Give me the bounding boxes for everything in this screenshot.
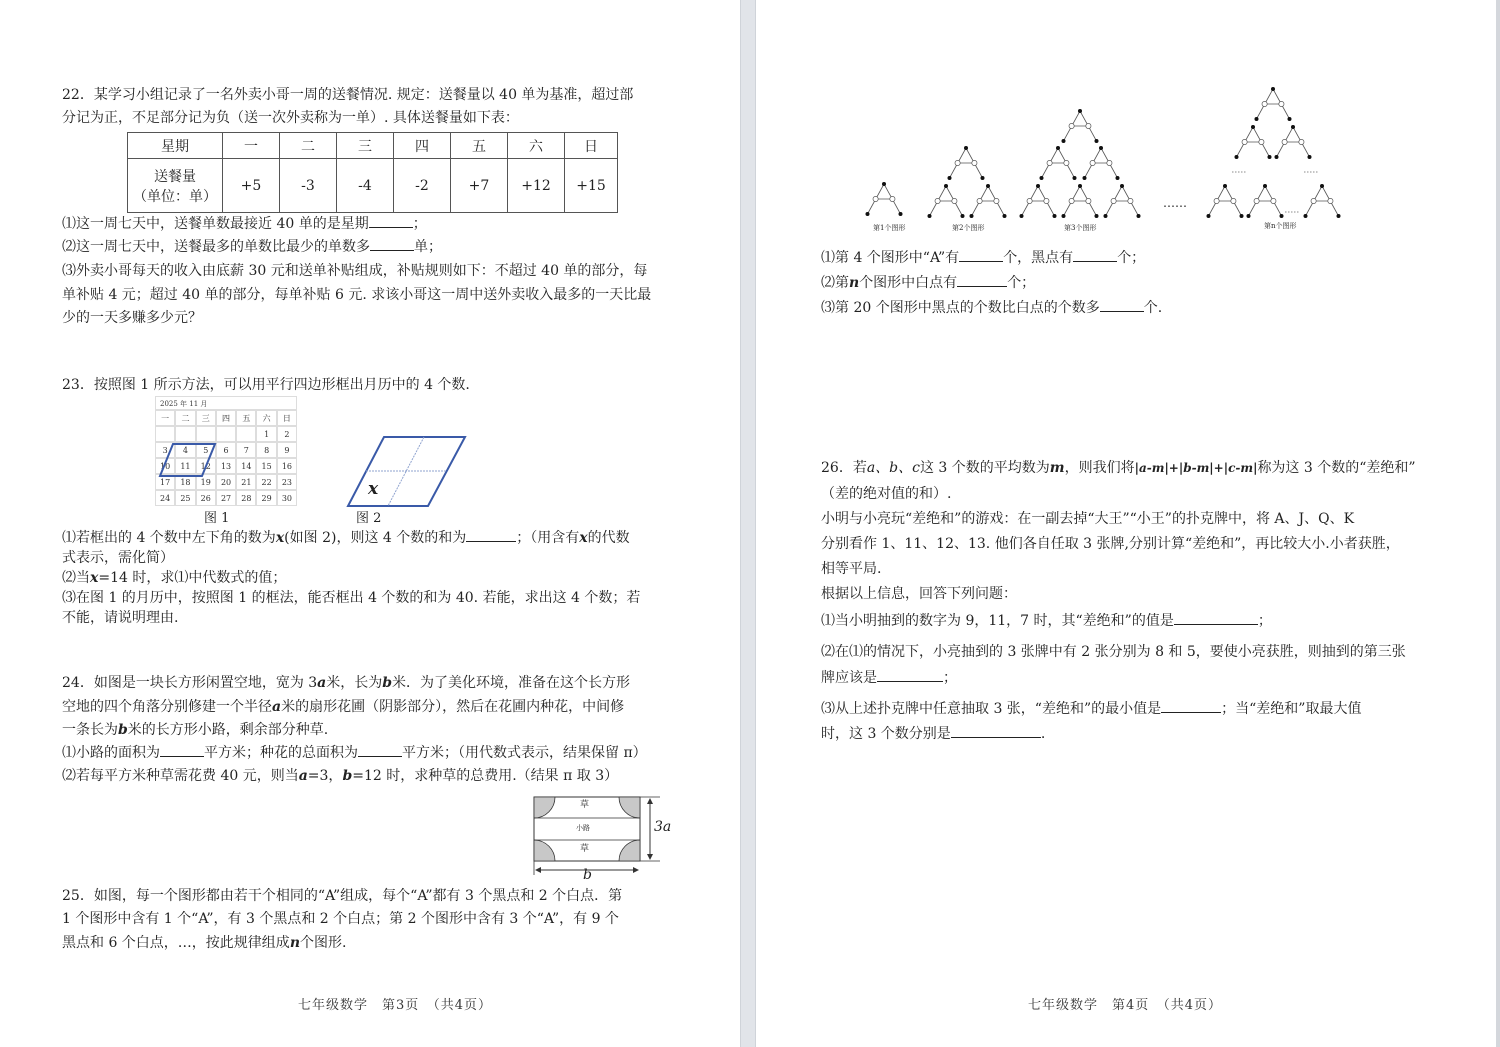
calendar-day: 15 xyxy=(256,458,276,474)
answer-blank[interactable] xyxy=(160,742,204,757)
figure-label-3: 第3个图形 xyxy=(1064,224,1097,232)
calendar-day: 19 xyxy=(196,474,216,490)
q23-sub1-text-c: ；（用含有 xyxy=(516,530,580,546)
var-n: n xyxy=(849,275,860,291)
day-5: 五 xyxy=(451,133,508,159)
delivery-table xyxy=(127,132,618,213)
var-a: a xyxy=(298,768,308,784)
q24-line1-b: 米，长为 xyxy=(326,675,383,691)
q26-line1 xyxy=(821,457,1416,481)
calendar-day: 23 xyxy=(277,474,297,490)
q25-line3-a: 黑点和 6 个白点，…，按此规律组成 xyxy=(62,935,290,951)
calendar-day: 18 xyxy=(175,474,195,490)
var-b: b xyxy=(118,722,128,738)
q25-sub2-a: ⑵第 xyxy=(821,275,849,291)
answer-blank[interactable] xyxy=(369,213,413,228)
q25-sub1-b: 个，黑点有 xyxy=(1003,250,1074,266)
calendar-day: 5 xyxy=(196,442,216,458)
calendar-day: 28 xyxy=(236,490,256,506)
row-label xyxy=(128,159,223,213)
page-gutter xyxy=(740,0,756,1047)
var-b: b xyxy=(342,768,353,784)
q26-line1-a: 26．若 xyxy=(821,460,867,476)
garden-label-bottom: 草 xyxy=(580,844,590,854)
calendar-day: 14 xyxy=(236,458,256,474)
day-3: 三 xyxy=(337,133,394,159)
var-x: x xyxy=(579,530,588,546)
q26-line6: 根据以上信息，回答下列问题： xyxy=(821,586,1017,602)
answer-blank[interactable] xyxy=(358,742,402,757)
calendar-day: 9 xyxy=(277,442,297,458)
exam-page-4 xyxy=(756,0,1496,1047)
calendar-day: 10 xyxy=(155,458,175,474)
q24-sub2-a: ⑵若每平方米种草需花费 40 元，则当 xyxy=(62,768,299,784)
calendar-day: 21 xyxy=(236,474,256,490)
garden-figure xyxy=(532,795,682,885)
q23-sub3-line1: ⑶在图 1 的月历中，按照图 1 的框法，能否框出 4 个数的和为 40. 若能，求出这 4 个数；若 xyxy=(62,590,641,606)
answer-blank[interactable] xyxy=(1161,698,1221,713)
calendar-weekday: 四 xyxy=(216,410,236,426)
q23-sub1-text-a: ⑴若框出的 4 个数中左下角的数为 xyxy=(62,530,276,546)
var-x: x xyxy=(275,530,285,546)
q25-line1: 25．如图，每一个图形都由若干个相同的“A”组成，每个“A”都有 3 个黑点和 2 个白点．第 xyxy=(62,888,623,904)
var-m: m xyxy=(1049,460,1065,476)
q24-line2-a: 空地的四个角落分别修建一个半径 xyxy=(62,699,272,715)
q24-sub2 xyxy=(62,765,618,789)
var-n: n xyxy=(289,935,300,951)
calendar-day: 29 xyxy=(256,490,276,506)
day-6: 六 xyxy=(508,133,565,159)
q25-sub3-a: ⑶第 20 个图形中黑点的个数比白点的个数多 xyxy=(821,300,1100,316)
q25-sub1 xyxy=(821,247,1145,271)
var-b: b xyxy=(382,675,393,691)
q26-sub3-c: 时，这 3 个数分别是 xyxy=(821,726,951,742)
garden-width-label: 3a xyxy=(654,819,672,835)
day-1: 一 xyxy=(223,133,280,159)
garden-length-label: b xyxy=(583,867,592,883)
abs-expression: |a-m|+|b-m|+|c-m| xyxy=(1134,461,1258,475)
figures-ellipsis: …… xyxy=(1163,196,1187,210)
q24-sub1-c: 平方米；（用代数式表示，结果保留 π） xyxy=(402,745,647,761)
q24-sub2-b: =3， xyxy=(307,768,343,784)
answer-blank[interactable] xyxy=(1073,247,1117,262)
q23-sub1-text-d: 的代数 xyxy=(587,530,630,546)
q23-line1: 23．按照图 1 所示方法，可以用平行四边形框出月历中的 4 个数. xyxy=(62,377,470,393)
calendar-day: 7 xyxy=(236,442,256,458)
calendar-weekday: 二 xyxy=(175,410,195,426)
calendar-day: 13 xyxy=(216,458,236,474)
q24-line3-a: 一条长为 xyxy=(62,722,118,738)
row-label-1: 送餐量 xyxy=(154,168,196,185)
q25-sub2 xyxy=(821,272,1035,296)
calendar-weekday: 三 xyxy=(196,410,216,426)
calendar-day: 1 xyxy=(256,426,276,442)
answer-blank[interactable] xyxy=(957,272,1007,287)
q22-line1: 22．某学习小组记录了一名外卖小哥一周的送餐情况. 规定：送餐量以 40 单为基准，超过部 xyxy=(62,87,634,103)
answer-blank[interactable] xyxy=(877,667,943,682)
var-x: x xyxy=(90,570,99,586)
q26-sub3-a: ⑶从上述扑克牌中任意抽取 3 张，“差绝和”的最小值是 xyxy=(821,701,1162,717)
q23-sub1-text-b: (如图 2)，则这 4 个数的和为 xyxy=(284,530,467,546)
calendar-day: 26 xyxy=(196,490,216,506)
q26-line5: 相等平局. xyxy=(821,561,882,577)
q26-sub1-b: ； xyxy=(1257,613,1272,629)
q26-sub3-b: ；当“差绝和”取最大值 xyxy=(1221,701,1362,717)
value-cell: +5 xyxy=(223,159,280,213)
figure-label-n: 第n个图形 xyxy=(1264,222,1297,230)
q25-sub1-a: ⑴第 4 个图形中“A”有 xyxy=(821,250,960,266)
value-cell: +12 xyxy=(508,159,565,213)
calendar-day: 2 xyxy=(277,426,297,442)
calendar-weekday: 五 xyxy=(236,410,256,426)
value-cell: +15 xyxy=(565,159,618,213)
q22-sub1-text: ⑴这一周七天中，送餐单数最接近 40 单的是星期 xyxy=(62,216,369,232)
q24-sub1-b: 平方米；种花的总面积为 xyxy=(204,745,358,761)
q24-line3 xyxy=(62,719,328,743)
pattern-figures xyxy=(856,80,1456,240)
q26-sub3-line1 xyxy=(821,698,1361,722)
page-footer: 七年级数学 第4页 （共4页） xyxy=(1028,998,1223,1013)
q25-sub3 xyxy=(821,297,1162,321)
q26-sub2-line2 xyxy=(821,667,957,691)
figure-label-1: 第1个图形 xyxy=(873,224,906,232)
q25-sub2-b: 个图形中白点有 xyxy=(859,275,958,291)
q22-sub2 xyxy=(62,236,442,260)
day-2: 二 xyxy=(280,133,337,159)
q23-sub2-text-a: ⑵当 xyxy=(62,570,90,586)
figure-2-parallelogram xyxy=(347,436,467,508)
page-footer: 七年级数学 第3页 （共4页） xyxy=(298,998,493,1013)
calendar-day: 8 xyxy=(256,442,276,458)
day-7: 日 xyxy=(565,133,618,159)
q24-sub1-a: ⑴小路的面积为 xyxy=(62,745,160,761)
q25-line2: 1 个图形中含有 1 个“A”，有 3 个黑点和 2 个白点；第 2 个图形中含有 3 个“A”，有 9 个 xyxy=(62,911,619,927)
table-header-label: 星期 xyxy=(128,133,223,159)
value-cell: -3 xyxy=(280,159,337,213)
calendar-day: 30 xyxy=(277,490,297,506)
calendar-day: 27 xyxy=(216,490,236,506)
q24-line2-b: 米的扇形花圃（阴影部分），然后在花圃内种花，中间修 xyxy=(281,699,625,715)
q26-sub1-a: ⑴当小明抽到的数字为 9，11，7 时，其“差绝和”的值是 xyxy=(821,613,1174,629)
q22-sub2-text: ⑵这一周七天中，送餐最多的单数比最少的单数多 xyxy=(62,239,370,255)
exam-page-3 xyxy=(0,0,740,1047)
q22-sub3-line2: 单补贴 4 元；超过 40 单的部分，每单补贴 6 元. 求该小哥这一周中送外卖收入最多的一天比最 xyxy=(62,287,652,303)
answer-blank[interactable] xyxy=(370,236,414,251)
q24-line3-b: 米的长方形小路，剩余部分种草. xyxy=(127,722,329,738)
calendar-day: 16 xyxy=(277,458,297,474)
q23-sub3-line2: 不能，请说明理由. xyxy=(62,610,179,626)
q25-sub2-c: 个； xyxy=(1007,275,1036,291)
calendar-parallelogram xyxy=(155,396,297,512)
calendar-day: 25 xyxy=(175,490,195,506)
q26-sub2-line1: ⑵在⑴的情况下，小亮抽到的 3 张牌中有 2 张分别为 8 和 5，要使小亮获胜，则抽到的第三张 xyxy=(821,644,1406,660)
q22-sub1 xyxy=(62,213,427,237)
q26-sub2-a: 牌应该是 xyxy=(821,670,877,686)
q22-sub1-end: ； xyxy=(412,216,427,232)
value-cell: +7 xyxy=(451,159,508,213)
q22-sub3-line1: ⑶外卖小哥每天的收入由底薪 30 元和送单补贴组成，补贴规则如下：不超过 40 单的部分，每 xyxy=(62,263,648,279)
fig2-var: x xyxy=(368,479,379,499)
q25-line3 xyxy=(62,932,346,956)
q24-line1 xyxy=(62,672,630,696)
day-4: 四 xyxy=(394,133,451,159)
calendar-weekday: 六 xyxy=(256,410,276,426)
q26-sub1 xyxy=(821,610,1272,634)
value-cell: -2 xyxy=(394,159,451,213)
q26-line4: 分别看作 1、11、12、13. 他们各自任取 3 张牌,分别计算“差绝和”，再比较大小.小者获胜， xyxy=(821,536,1400,552)
answer-blank[interactable] xyxy=(1174,610,1258,625)
q26-line3: 小明与小亮玩“差绝和”的游戏：在一副去掉“大王”“小王”的扑克牌中，将 A、J、Q、K xyxy=(821,511,1355,527)
q25-line3-b: 个图形. xyxy=(300,935,347,951)
value-cell: -4 xyxy=(337,159,394,213)
calendar-day: 4 xyxy=(175,442,195,458)
q26-line1-b: 这 3 个数的平均数为 xyxy=(919,460,1050,476)
var-a: a xyxy=(272,699,282,715)
q24-line2 xyxy=(62,696,624,720)
answer-blank[interactable] xyxy=(951,723,1041,738)
q24-sub1 xyxy=(62,742,647,766)
q22-line2: 分记为正，不足部分记为负（送一次外卖称为一单）. 具体送餐量如下表： xyxy=(62,110,519,126)
var-a: a xyxy=(317,675,327,691)
garden-label-top: 草 xyxy=(580,800,590,810)
q22-sub2-end: 单； xyxy=(414,239,442,255)
row-label-2: （单位：单） xyxy=(133,188,217,205)
vars-abc: a、b、c xyxy=(866,460,920,476)
calendar-day: 20 xyxy=(216,474,236,490)
answer-blank[interactable] xyxy=(959,247,1003,262)
q25-sub3-b: 个. xyxy=(1143,300,1163,316)
calendar-day: 24 xyxy=(155,490,175,506)
calendar-title: 2025 年 11 月 xyxy=(155,396,297,410)
q26-line1-c: ，则我们将 xyxy=(1064,460,1135,476)
fig1-caption: 图 1 xyxy=(204,511,230,526)
answer-blank[interactable] xyxy=(466,527,516,542)
calendar-figure xyxy=(155,396,297,512)
q26-line1-d: 称为这 3 个数的“差绝和” xyxy=(1257,460,1416,476)
q24-line1-c: 米．为了美化环境，准备在这个长方形 xyxy=(392,675,631,691)
q23-sub2-text-b: =14 时，求⑴中代数式的值； xyxy=(98,570,287,586)
q26-sub3-d: . xyxy=(1040,726,1046,742)
answer-blank[interactable] xyxy=(1100,297,1144,312)
q22-sub3-line3: 少的一天多赚多少元？ xyxy=(62,310,202,326)
q24-line1-a: 24．如图是一块长方形闲置空地，宽为 3 xyxy=(62,675,318,691)
calendar-day: 11 xyxy=(175,458,195,474)
figure-label-2: 第2个图形 xyxy=(952,224,985,232)
q25-sub1-c: 个； xyxy=(1117,250,1146,266)
garden-label-path: 小路 xyxy=(576,824,590,832)
calendar-day: 6 xyxy=(216,442,236,458)
calendar-weekday: 一 xyxy=(155,410,175,426)
q26-sub2-b: ； xyxy=(943,670,957,686)
q26-line2: （差的绝对值的和）. xyxy=(821,486,952,502)
calendar-weekday: 日 xyxy=(277,410,297,426)
calendar-day: 12 xyxy=(196,458,216,474)
calendar-day: 22 xyxy=(256,474,276,490)
q24-sub2-c: =12 时，求种草的总费用.（结果 π 取 3） xyxy=(352,768,619,784)
q23-sub1-line2: 式表示，需化简） xyxy=(62,550,174,566)
fig2-caption: 图 2 xyxy=(356,511,382,526)
calendar-day: 3 xyxy=(155,442,175,458)
q26-sub3-line2 xyxy=(821,723,1045,747)
calendar-day: 17 xyxy=(155,474,175,490)
scrollbar-edge xyxy=(1496,0,1500,1047)
